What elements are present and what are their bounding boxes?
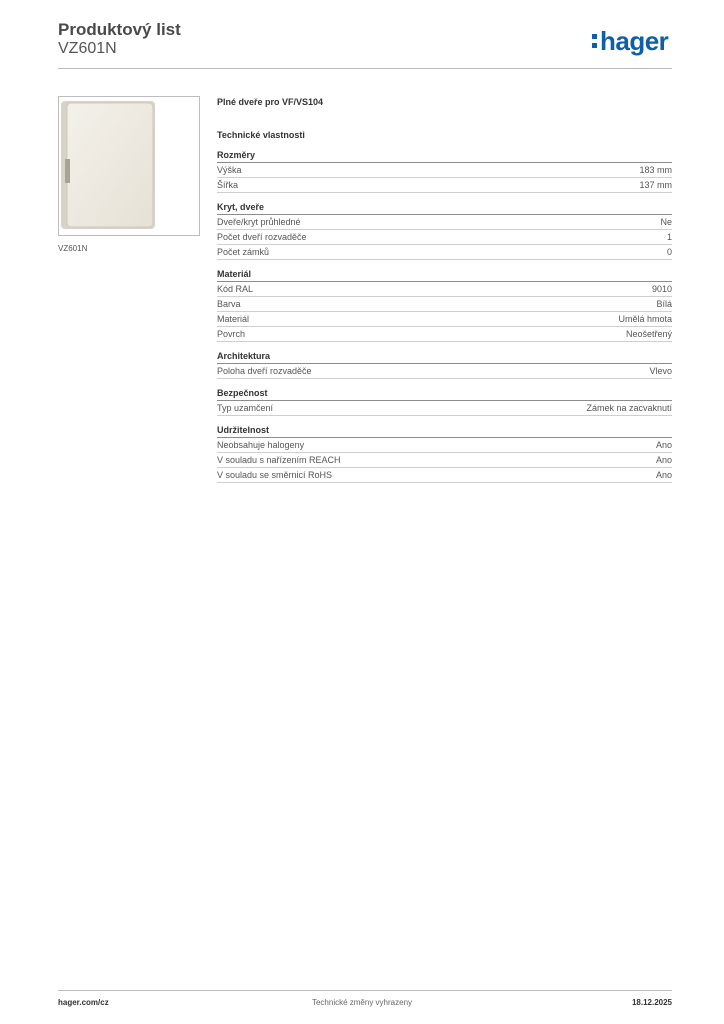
spec-group-architecture [217,350,672,379]
spec-sheet [217,96,672,483]
spec-group-dimensions [217,149,672,193]
spec-row [217,438,672,453]
spec-row [217,297,672,312]
spec-row [217,215,672,230]
spec-value: Zámek na zacvaknutí [586,403,672,413]
group-title: Bezpečnost [217,387,672,401]
hager-logo[interactable] [592,26,668,56]
product-name: Plné dveře pro VF/VS104 [217,97,324,107]
spec-row [217,163,672,178]
spec-value: Umělá hmota [618,314,672,324]
spec-row [217,453,672,468]
footer-divider [58,990,672,991]
spec-value: 183 mm [639,165,672,175]
spec-value: Ano [655,455,672,465]
logo-text: hager [600,26,669,56]
spec-value: Ano [655,440,672,450]
spec-value: 0 [666,247,672,257]
spec-label: Neobsahuje halogeny [217,440,305,450]
spec-label: Šířka [217,180,239,190]
spec-row [217,282,672,297]
spec-group-door [217,201,672,260]
spec-value: Neošetřený [625,329,672,339]
spec-row [217,468,672,483]
spec-label: V souladu se směrnicí RoHS [217,470,333,480]
footer-date: 18.12.2025 [631,998,672,1007]
group-title: Materiál [217,268,672,282]
spec-row [217,364,672,379]
spec-value: Vlevo [649,366,672,376]
group-title: Architektura [217,350,672,364]
spec-row [217,401,672,416]
spec-value: 137 mm [639,180,672,190]
spec-label: V souladu s nařízením REACH [217,455,341,465]
spec-group-material [217,268,672,342]
spec-label: Materiál [217,314,250,324]
spec-value: Ne [660,217,672,227]
spec-label: Kód RAL [217,284,254,294]
spec-group-sustainability [217,424,672,483]
section-heading: Technické vlastnosti [217,130,305,140]
spec-label: Barva [217,299,241,309]
product-image [58,96,200,236]
spec-row [217,312,672,327]
image-caption: VZ601N [58,244,88,253]
spec-group-security [217,387,672,416]
spec-label: Výška [217,165,242,175]
group-title: Kryt, dveře [217,201,672,215]
logo-mark-icon [592,34,597,48]
spec-row [217,178,672,193]
spec-value: 9010 [651,284,672,294]
product-code: VZ601N [58,40,117,57]
spec-row [217,230,672,245]
header-divider [58,68,672,69]
spec-value: Bílá [656,299,672,309]
footer-notice: Technické změny vyhrazeny [311,998,413,1007]
spec-value: 1 [666,232,672,242]
spec-value: Ano [655,470,672,480]
spec-label: Dveře/kryt průhledné [217,217,301,227]
spec-label: Počet dveří rozvaděče [217,232,307,242]
spec-label: Počet zámků [217,247,270,257]
spec-label: Typ uzamčení [217,403,274,413]
door-panel-icon [59,97,199,235]
spec-row [217,327,672,342]
spec-row [217,245,672,260]
spec-label: Poloha dveří rozvaděče [217,366,312,376]
page-title: Produktový list [58,20,181,39]
footer-website-link[interactable]: hager.com/cz [58,998,109,1007]
spec-label: Povrch [217,329,246,339]
group-title: Rozměry [217,149,672,163]
group-title: Udržitelnost [217,424,672,438]
